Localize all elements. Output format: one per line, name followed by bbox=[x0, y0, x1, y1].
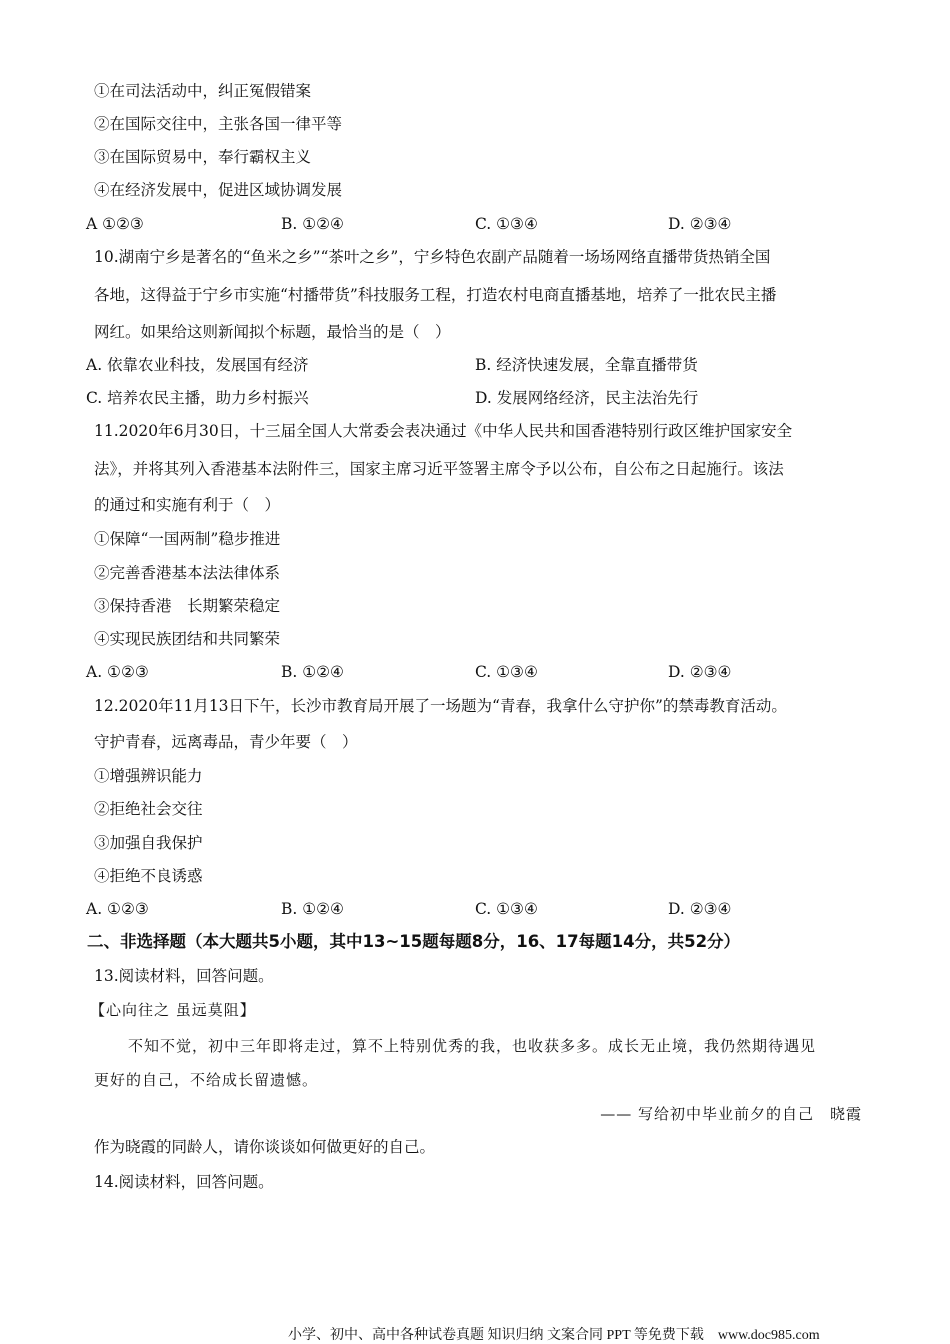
option-b: B. ①②④ bbox=[281, 900, 344, 918]
statement: ④实现民族团结和共同繁荣 bbox=[94, 630, 281, 648]
question-14-stem: 14.阅读材料，回答问题。 bbox=[94, 1173, 274, 1191]
material-text: 不知不觉，初中三年即将走过，算不上特别优秀的我，也收获多多。成长无止境，我仍然期待遇见 bbox=[128, 1037, 817, 1055]
option-d: D. 发展网络经济，民主法治先行 bbox=[475, 389, 699, 407]
option-d: D. ②③④ bbox=[668, 663, 732, 681]
page-footer: 小学、初中、高中各种试卷真题 知识归纳 文案合同 PPT 等免费下载 www.doc985.com bbox=[288, 1328, 820, 1343]
material-title: 【心向往之 虽远莫阻】 bbox=[90, 1001, 256, 1019]
option-b: B. ①②④ bbox=[281, 215, 344, 233]
question-stem: 13.阅读材料，回答问题。 bbox=[94, 967, 274, 985]
option-c: C. ①③④ bbox=[475, 900, 538, 918]
question-stem: 网红。如果给这则新闻拟个标题，最恰当的是（ ） bbox=[94, 323, 451, 341]
option-b: B. 经济快速发展，全靠直播带货 bbox=[475, 356, 698, 374]
question-prompt: 作为晓霞的同龄人，请你谈谈如何做更好的自己。 bbox=[94, 1138, 436, 1156]
question-stem: 12.2020年11月13日下午，长沙市教育局开展了一场题为“青春，我拿什么守护你”的禁毒教育活动。 bbox=[94, 697, 787, 715]
statement: ①增强辨识能力 bbox=[94, 767, 203, 785]
question-stem: 守护青春，远离毒品，青少年要（ ） bbox=[94, 733, 358, 751]
option-b: B. ①②④ bbox=[281, 663, 344, 681]
question-stem: 法》，并将其列入香港基本法附件三，国家主席习近平签署主席令予以公布，自公布之日起施行。该法 bbox=[94, 460, 784, 478]
option-c: C. 培养农民主播，助力乡村振兴 bbox=[86, 389, 309, 407]
option-a: A. 依靠农业科技，发展国有经济 bbox=[86, 356, 309, 374]
statement: ②完善香港基本法法律体系 bbox=[94, 564, 281, 582]
statement: ①在司法活动中，纠正冤假错案 bbox=[94, 82, 312, 100]
statement: ④拒绝不良诱惑 bbox=[94, 867, 203, 885]
option-d: D. ②③④ bbox=[668, 900, 732, 918]
material-text: 更好的自己，不给成长留遗憾。 bbox=[94, 1071, 319, 1089]
question-stem: 各地，这得益于宁乡市实施“村播带货”科技服务工程，打造农村电商直播基地，培养了一批农民主播 bbox=[94, 286, 777, 304]
option-a: A. ①②③ bbox=[86, 900, 149, 918]
section-heading: 二、非选择题（本大题共5小题，其中13~15题每题8分，16、17每题14分，共52分） bbox=[87, 932, 741, 951]
question-stem: 11.2020年6月30日，十三届全国人大常委会表决通过《中华人民共和国香港特别行政区维护国家安全 bbox=[94, 422, 793, 440]
question-stem: 的通过和实施有利于（ ） bbox=[94, 496, 281, 514]
statement: ③加强自我保护 bbox=[94, 834, 203, 852]
option-a: A ①②③ bbox=[86, 215, 144, 233]
option-c: C. ①③④ bbox=[475, 663, 538, 681]
statement: ③在国际贸易中，奉行霸权主义 bbox=[94, 148, 312, 166]
material-signature: —— 写给初中毕业前夕的自己 晓霞 bbox=[600, 1105, 862, 1123]
statement: ④在经济发展中，促进区域协调发展 bbox=[94, 181, 343, 199]
statement: ②拒绝社会交往 bbox=[94, 800, 203, 818]
option-c: C. ①③④ bbox=[475, 215, 538, 233]
option-d: D. ②③④ bbox=[668, 215, 732, 233]
statement: ②在国际交往中，主张各国一律平等 bbox=[94, 115, 343, 133]
statement: ③保持香港 长期繁荣稳定 bbox=[94, 597, 281, 615]
option-a: A. ①②③ bbox=[86, 663, 149, 681]
question-stem: 10.湖南宁乡是著名的“鱼米之乡”“茶叶之乡”，宁乡特色农副产品随着一场场网络直播带货热销全国 bbox=[94, 248, 771, 266]
statement: ①保障“一国两制”稳步推进 bbox=[94, 530, 281, 548]
